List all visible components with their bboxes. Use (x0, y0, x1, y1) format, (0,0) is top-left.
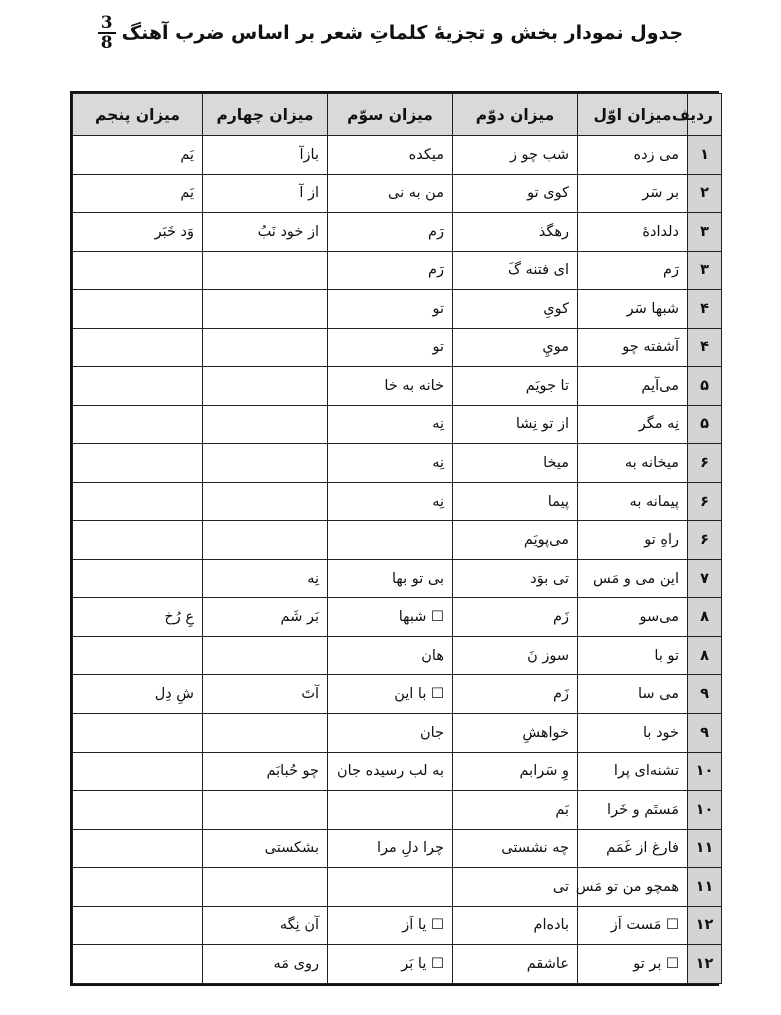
measure-1-cell: میخانه به (578, 444, 688, 483)
row-number: ۴ (688, 328, 722, 367)
measure-5-cell (73, 367, 203, 406)
measure-5-cell (73, 791, 203, 830)
measure-4-cell (203, 367, 328, 406)
measure-5-cell (73, 482, 203, 521)
table-row (73, 174, 722, 213)
measure-5-cell: وَد خَبَر (73, 213, 203, 252)
measure-2-cell: وِ سَرابم (453, 752, 578, 791)
measure-3-cell: جان (328, 713, 453, 752)
measure-5-cell (73, 405, 203, 444)
measure-2-cell: سوز نَ (453, 636, 578, 675)
measure-2-cell: کوی تو (453, 174, 578, 213)
measure-5-cell (73, 906, 203, 945)
measure-3-cell: رَم (328, 213, 453, 252)
row-number: ۹ (688, 675, 722, 714)
measure-5-cell (73, 251, 203, 290)
measure-3-cell: ☐ یا اَز (328, 906, 453, 945)
measure-1-cell: می سا (578, 675, 688, 714)
measure-4-cell: آن نِگه (203, 906, 328, 945)
header-row-number: ردیف (688, 94, 722, 136)
measure-4-cell (203, 251, 328, 290)
measure-1-cell: تشنه‌ای پرا (578, 752, 688, 791)
measure-4-cell (203, 636, 328, 675)
row-number: ۴ (688, 290, 722, 329)
measure-3-cell: میکده (328, 136, 453, 175)
table-row (73, 675, 722, 714)
row-number: ۶ (688, 444, 722, 483)
measure-5-cell (73, 521, 203, 560)
measure-4-cell: از خود نَبُ (203, 213, 328, 252)
measure-5-cell (73, 290, 203, 329)
measure-5-cell (73, 713, 203, 752)
measure-5-cell (73, 829, 203, 868)
measure-4-cell (203, 791, 328, 830)
time-signature-numerator: 3 (98, 14, 116, 34)
header-row (73, 94, 722, 136)
measure-3-cell: نِه (328, 405, 453, 444)
measure-3-cell: من به نی (328, 174, 453, 213)
measure-3-cell (328, 521, 453, 560)
table-row (73, 868, 722, 907)
row-number: ۱۰ (688, 752, 722, 791)
measure-2-cell: تی (453, 868, 578, 907)
measure-5-cell (73, 559, 203, 598)
measure-2-cell: از تو نِشا (453, 405, 578, 444)
measure-3-cell: تو (328, 328, 453, 367)
measure-5-cell (73, 752, 203, 791)
table-row (73, 444, 722, 483)
table-row (73, 945, 722, 984)
time-signature-denominator: 8 (100, 33, 113, 53)
measure-4-cell: چو حُبابَم (203, 752, 328, 791)
row-number: ۵ (688, 405, 722, 444)
row-number: ۱۲ (688, 945, 722, 984)
measure-4-cell: از آ (203, 174, 328, 213)
measure-5-cell: یَم (73, 136, 203, 175)
header-measure-3: میزان سوّم (328, 94, 453, 136)
measure-2-cell: تی بوَد (453, 559, 578, 598)
table-row (73, 328, 722, 367)
measure-3-cell: چرا دلِ مرا (328, 829, 453, 868)
measure-1-cell: ☐ مَست اَز (578, 906, 688, 945)
header-measure-5: میزان پنجم (73, 94, 203, 136)
measure-2-cell: بَم (453, 791, 578, 830)
measure-5-cell: عِ رُخ (73, 598, 203, 637)
row-number: ۶ (688, 521, 722, 560)
measure-2-cell: پیما (453, 482, 578, 521)
measure-1-cell: خود با (578, 713, 688, 752)
row-number: ۱۱ (688, 868, 722, 907)
row-number: ۶ (688, 482, 722, 521)
measure-3-cell: نِه (328, 444, 453, 483)
measure-1-cell: می زده (578, 136, 688, 175)
measure-2-cell: میخا (453, 444, 578, 483)
measure-1-cell: فارغ از غَمَم (578, 829, 688, 868)
measure-4-cell (203, 405, 328, 444)
measure-2-cell: زَم (453, 675, 578, 714)
table-row (73, 290, 722, 329)
table-row (73, 598, 722, 637)
measure-1-cell: بر سَر (578, 174, 688, 213)
table-row (73, 367, 722, 406)
row-number: ۷ (688, 559, 722, 598)
measure-1-cell: می‌سو (578, 598, 688, 637)
table-row (73, 405, 722, 444)
measure-1-cell: می‌آیم (578, 367, 688, 406)
measure-1-cell: شبها سَر (578, 290, 688, 329)
row-number: ۱۲ (688, 906, 722, 945)
measure-5-cell (73, 868, 203, 907)
measure-3-cell: تو (328, 290, 453, 329)
measure-5-cell (73, 444, 203, 483)
measure-2-cell: خواهشِ (453, 713, 578, 752)
row-number: ۵ (688, 367, 722, 406)
measure-4-cell (203, 290, 328, 329)
measure-3-cell: هان (328, 636, 453, 675)
row-number: ۸ (688, 598, 722, 637)
measure-5-cell: شِ دِل (73, 675, 203, 714)
measure-2-cell: مويِ (453, 328, 578, 367)
table-row (73, 521, 722, 560)
measure-4-cell (203, 482, 328, 521)
measure-1-cell: تو با (578, 636, 688, 675)
measure-3-cell: رَم (328, 251, 453, 290)
measure-2-cell: تا جویَم (453, 367, 578, 406)
measure-1-cell: رَم (578, 251, 688, 290)
measure-2-cell: چه نشستی (453, 829, 578, 868)
table-row (73, 136, 722, 175)
measure-5-cell: یَم (73, 174, 203, 213)
measure-1-cell: راهِ تو (578, 521, 688, 560)
table-row (73, 251, 722, 290)
measure-2-cell: می‌پویَم (453, 521, 578, 560)
measure-4-cell: بَر شَم (203, 598, 328, 637)
measure-1-cell: پیمانه به (578, 482, 688, 521)
measure-table-frame (70, 91, 719, 986)
measure-1-cell: همچو من تو مَس (578, 868, 688, 907)
measure-3-cell: ☐ با این (328, 675, 453, 714)
table-row (73, 559, 722, 598)
header-measure-2: میزان دوّم (453, 94, 578, 136)
measure-3-cell (328, 791, 453, 830)
measure-4-cell (203, 713, 328, 752)
header-measure-1: میزان اوّل (578, 94, 688, 136)
measure-3-cell: ☐ یا بَر (328, 945, 453, 984)
measure-4-cell: بازآ (203, 136, 328, 175)
measure-5-cell (73, 636, 203, 675)
measure-2-cell: زَم (453, 598, 578, 637)
table-row (73, 791, 722, 830)
measure-2-cell: شب چو ز (453, 136, 578, 175)
measure-4-cell (203, 444, 328, 483)
table-row (73, 829, 722, 868)
row-number: ۹ (688, 713, 722, 752)
row-number: ۲ (688, 174, 722, 213)
measure-1-cell: این می و مَس (578, 559, 688, 598)
measure-1-cell: نِه مگر (578, 405, 688, 444)
time-signature (98, 14, 116, 52)
measure-5-cell (73, 328, 203, 367)
row-number: ۸ (688, 636, 722, 675)
measure-1-cell: دلدادهٔ (578, 213, 688, 252)
measure-3-cell: بی تو بها (328, 559, 453, 598)
table-row (73, 636, 722, 675)
measure-2-cell: کویِ (453, 290, 578, 329)
measure-4-cell (203, 868, 328, 907)
row-number: ۳ (688, 213, 722, 252)
row-number: ۱۱ (688, 829, 722, 868)
table-body (73, 136, 722, 984)
measure-5-cell (73, 945, 203, 984)
page-title: جدول نمودار بخش و تجزیهٔ کلماتِ شعر بر اساس ضرب آهنگ (121, 22, 684, 44)
measure-3-cell: ☐ شبها (328, 598, 453, 637)
measure-4-cell: آتَ (203, 675, 328, 714)
table-row (73, 906, 722, 945)
measure-3-cell: به لب رسیده جان (328, 752, 453, 791)
row-number: ۱ (688, 136, 722, 175)
measure-4-cell: بشکستی (203, 829, 328, 868)
measure-2-cell: باده‌ام (453, 906, 578, 945)
measure-1-cell: ☐ بر تو (578, 945, 688, 984)
page-header (0, 8, 781, 58)
measure-4-cell: روی مَه (203, 945, 328, 984)
measure-3-cell: خانه به خا (328, 367, 453, 406)
measure-table (72, 93, 722, 984)
measure-1-cell: آشفته چو (578, 328, 688, 367)
measure-4-cell: نِه (203, 559, 328, 598)
table-row (73, 213, 722, 252)
measure-2-cell: عاشقم (453, 945, 578, 984)
measure-4-cell (203, 328, 328, 367)
measure-2-cell: رهگذ (453, 213, 578, 252)
table-row (73, 713, 722, 752)
table-row (73, 752, 722, 791)
measure-3-cell: نِه (328, 482, 453, 521)
table-row (73, 482, 722, 521)
header-measure-4: میزان چهارم (203, 94, 328, 136)
row-number: ۳ (688, 251, 722, 290)
measure-1-cell: مَستَم و خَرا (578, 791, 688, 830)
row-number: ۱۰ (688, 791, 722, 830)
measure-2-cell: ای فتنه گَ (453, 251, 578, 290)
measure-3-cell (328, 868, 453, 907)
measure-4-cell (203, 521, 328, 560)
